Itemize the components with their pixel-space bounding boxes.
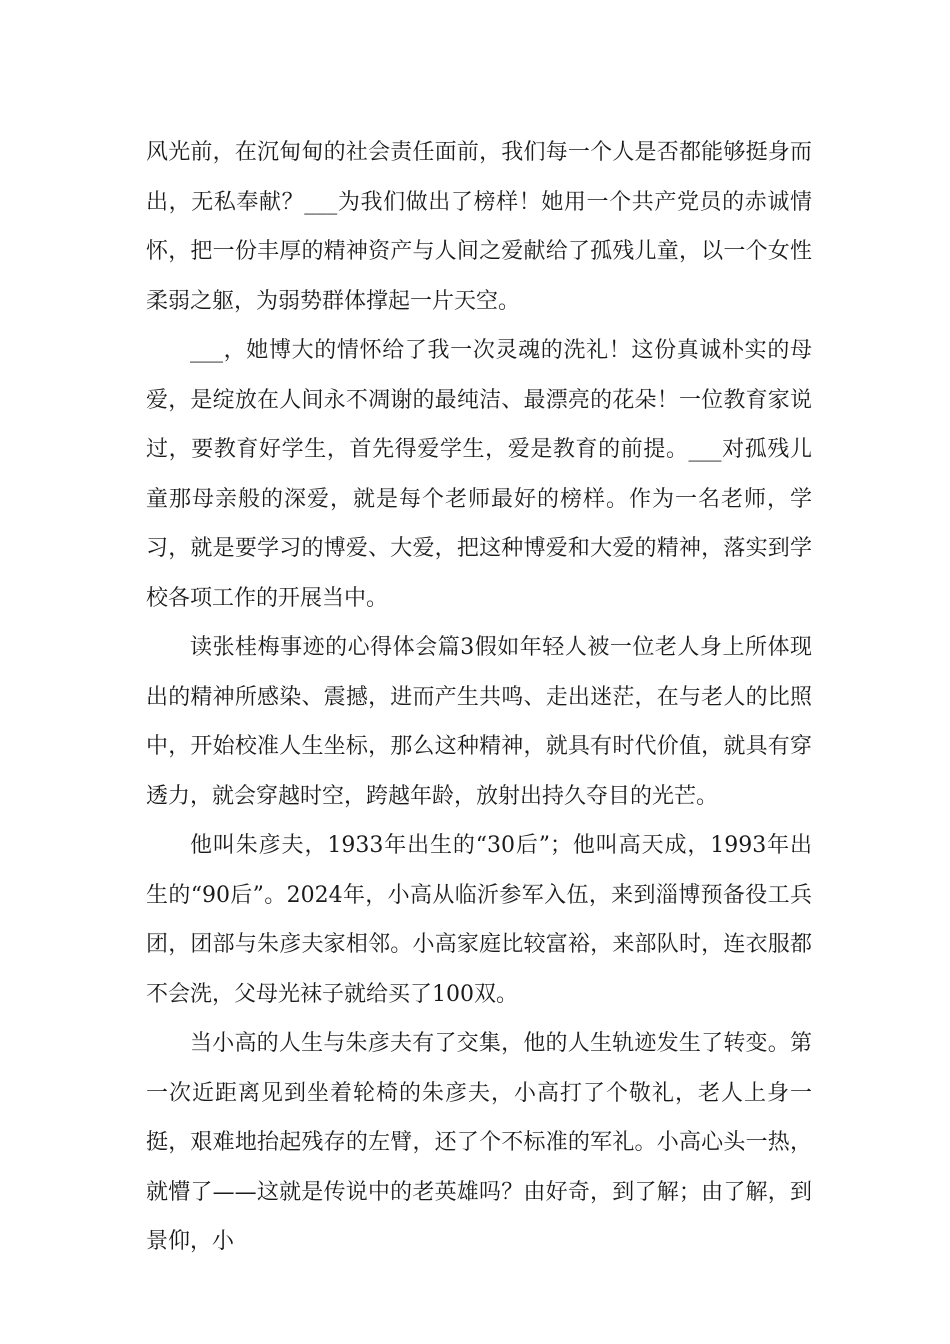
paragraph-5: 当小高的人生与朱彦夫有了交集，他的人生轨迹发生了转变。第一次近距离见到坐着轮椅的朱彦夫，小高打了个敬礼，老人上身一挺，艰难地抬起残存的左臂，还了个不标准的军礼。小高心头一热，就懵了——这就是传说中的老英雄吗？由好奇，到了解；由了解，到景仰，小 [146, 1031, 812, 1254]
paragraph-3: 读张桂梅事迹的心得体会篇3假如年轻人被一位老人身上所体现出的精神所感染、震撼，进而产生共鸣、走出迷茫，在与老人的比照中，开始校准人生坐标，那么这种精神，就具有时代价值，就具有穿透力，就会穿越时空，跨越年龄，放射出持久夺目的光芒。 [146, 635, 812, 809]
paragraph-2: ___，她博大的情怀给了我一次灵魂的洗礼！这份真诚朴实的母爱，是绽放在人间永不凋谢的最纯洁、最漂亮的花朵！一位教育家说过，要教育好学生，首先得爱学生，爱是教育的前提。___对孤残儿童那母亲般的深爱，就是每个老师最好的榜样。作为一名老师，学习，就是要学习的博爱、大爱，把这种博爱和大爱的精神，落实到学校各项工作的开展当中。 [146, 338, 812, 611]
paragraph-4: 他叫朱彦夫，1933年出生的“30后”；他叫高天成，1993年出生的“90后”。2024年，小高从临沂参军入伍，来到淄博预备役工兵团，团部与朱彦夫家相邻。小高家庭比较富裕，来部队时，连衣服都不会洗，父母光袜子就给买了100双。 [146, 833, 812, 1007]
document-page [146, 128, 812, 1267]
paragraph-1: 风光前，在沉甸甸的社会责任面前，我们每一个人是否都能够挺身而出，无私奉献？___为我们做出了榜样！她用一个共产党员的赤诚情怀，把一份丰厚的精神资产与人间之爱献给了孤残儿童，以一个女性柔弱之躯，为弱势群体撑起一片天空。 [146, 140, 812, 314]
